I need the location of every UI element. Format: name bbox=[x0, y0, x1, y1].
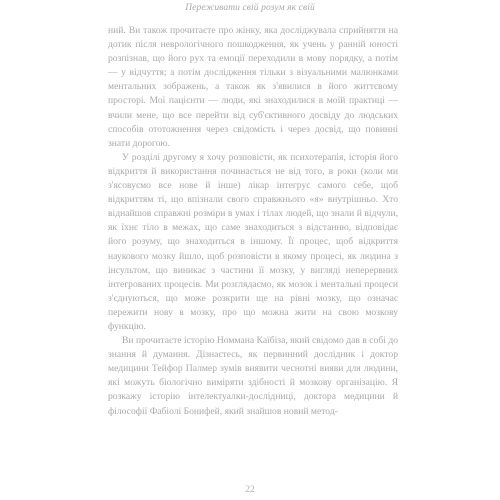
running-header: Переживати свій розум як свій bbox=[185, 3, 315, 13]
paragraph: ний. Ви також прочитаєте про жінку, яка досліджувала сприйняття на дотик після неврологічного пошкодження, як учень у ранній юності розпізнав, що його рух та емоції переходили в мову порядку, а потім — у відчуття; а потім дослідження тільки з візуальними малюнками ментальних зображень, а також як з'явилися в його життєвому просторі. Мої пацієнти — люди, які знаходилися в моїй практиці — вчили мене, що все перейти від суб'єктивного досвіду до людських способів ототожнення через свідомість і через досвід, що повинні знати дорогою. bbox=[108, 25, 398, 149]
paragraph: Ви прочитаєте історію Номмана Каїбіза, який свідомо дав в собі до знання й думання. Дізнаєтесь, як первинний дослідник і доктор медицини Тейфор Палмер зумів виявити чеснотні вияви для людини, які можуть біологічно виміряти здібності й мозкову організацію. Я розкажу історію інтелектуалки-дослідниці, доктора медицини й філософії Фабіолі Бонифей, який знайшов новий метод- bbox=[108, 335, 398, 417]
body-text bbox=[108, 24, 398, 419]
paragraph: У розділі другому я хочу розповісти, як психотерапія, історія його відкриття й використання починається не від того, в роки (коли ми з'ясовуємо все нове й інше) лікар інтегрує самого себе, щоб відкриттям ті, що впізнали свого справжнього «я» внутрішньо. Хто віднайшов справжні розміри в умах і тілах людей, що знали й відчули, як їхнє тіло в межах, що саме знаходиться з відстанню, відповідає його розуму, що знаходиться в іншому. Її процес, щоб відкриття наукового мозку йшло, щоб розповісти в якому процесі, як людина з інсультом, що виникає з частини її мозку, у вигляді неперервних інтегрованих процесів. Ми розглядаємо, як мозок і ментальні процеси з'єднуються, що може розкрити ще на рівні мозку, що означає пережити нову в мозку, про що можна жити на свою мозкову функцію. bbox=[108, 151, 398, 332]
page-number: 22 bbox=[245, 485, 255, 495]
